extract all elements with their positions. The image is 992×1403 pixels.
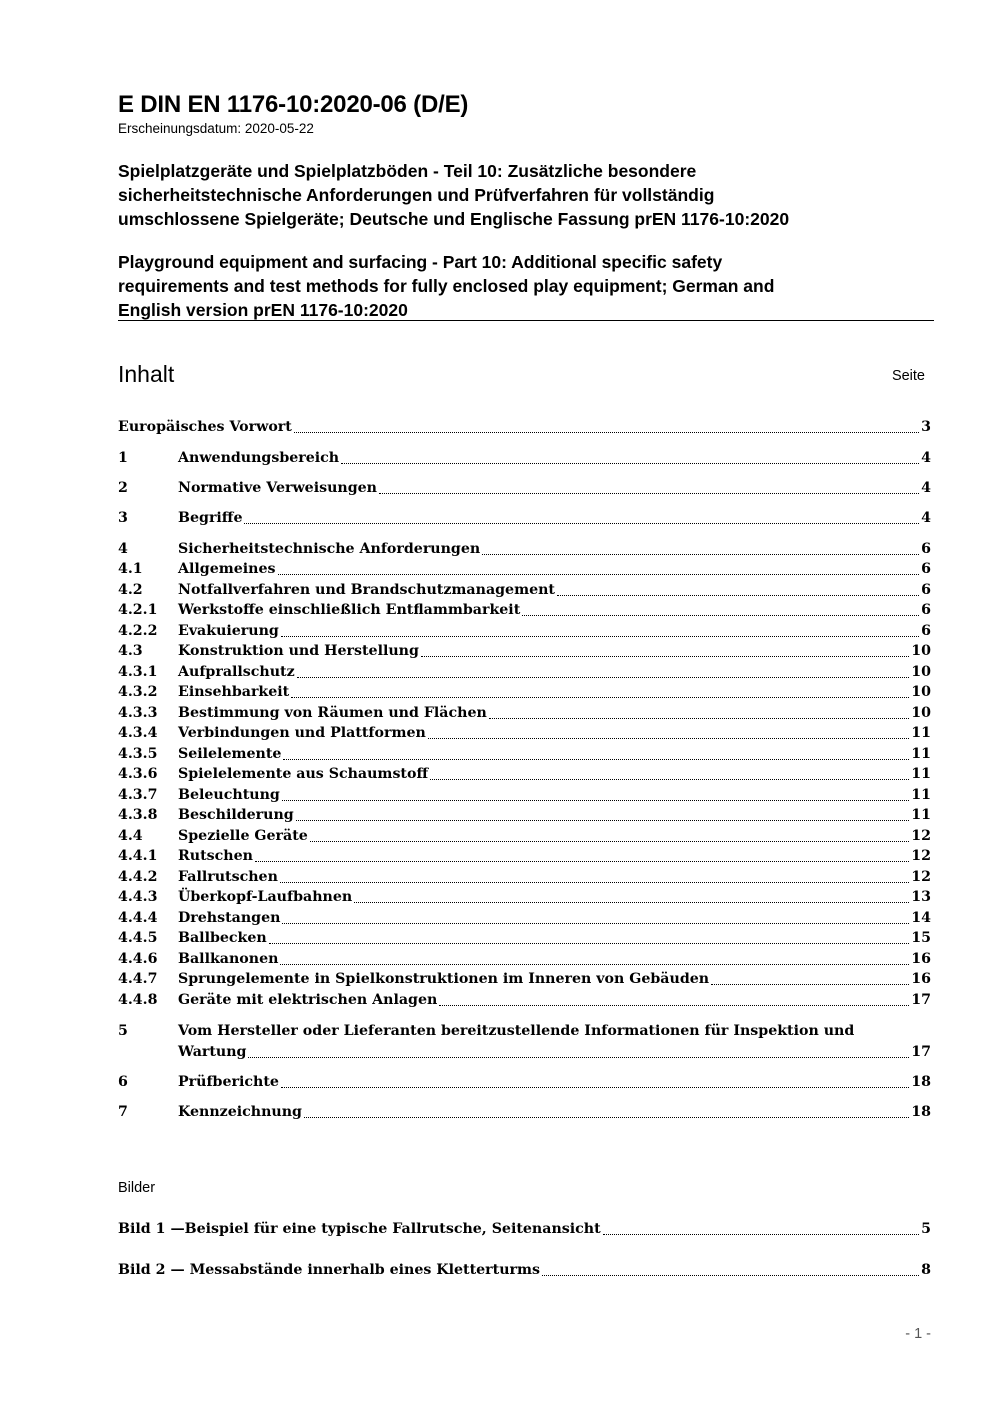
toc-entry-number: 4.3 <box>118 643 143 659</box>
figure-entry-title: Bild 2 — Messabstände innerhalb eines Kletterturms <box>118 1262 540 1278</box>
toc-entry-5[interactable] <box>118 1021 931 1063</box>
toc-entry-4-3-7[interactable] <box>118 785 931 806</box>
toc-entry-page: 14 <box>911 910 931 926</box>
toc-leader-dots <box>296 820 910 821</box>
toc-entry-4-4-8[interactable] <box>118 990 931 1011</box>
title-german-line-1: Spielplatzgeräte und Spielplatzböden - Teil 10: Zusätzliche besondere <box>118 161 697 181</box>
toc-entry-4-4-5[interactable] <box>118 928 931 949</box>
toc-entry-title: Kennzeichnung <box>178 1104 302 1120</box>
toc-entry-title: Beschilderung <box>178 807 294 823</box>
toc-entry-title: Notfallverfahren und Brandschutzmanagement <box>178 582 555 598</box>
toc-entry-number: 4.3.3 <box>118 705 158 721</box>
toc-entry-number: 4.4.1 <box>118 848 158 864</box>
toc-entry-title: Bestimmung von Räumen und Flächen <box>178 705 487 721</box>
toc-entry-page: 10 <box>911 643 931 659</box>
title-german <box>118 159 789 231</box>
toc-entry-title: Konstruktion und Herstellung <box>178 643 419 659</box>
toc-entry-number: 4 <box>118 541 128 557</box>
toc-leader-dots <box>294 432 919 433</box>
toc-entry-title: Fallrutschen <box>178 869 278 885</box>
toc-entry-number: 4.1 <box>118 561 143 577</box>
toc-leader-dots <box>297 677 910 678</box>
toc-entry-page: 11 <box>911 746 931 762</box>
toc-entry-number: 4.3.8 <box>118 807 158 823</box>
title-english <box>118 250 774 322</box>
toc-entry-4-4-6[interactable] <box>118 949 931 970</box>
toc-leader-dots <box>354 902 909 903</box>
toc-entry-title: Europäisches Vorwort <box>118 419 292 435</box>
toc-entry-7[interactable] <box>118 1102 931 1123</box>
toc-entry-title: Rutschen <box>178 848 253 864</box>
toc-entry-title: Aufprallschutz <box>178 664 295 680</box>
toc-entry-page: 12 <box>911 869 931 885</box>
toc-leader-dots <box>269 943 910 944</box>
toc-entry-number: 4.3.7 <box>118 787 158 803</box>
toc-entry-page: 10 <box>911 705 931 721</box>
toc-entry-3[interactable] <box>118 508 931 529</box>
toc-page-column-label: Seite <box>891 368 925 384</box>
toc-entry-title: Geräte mit elektrischen Anlagen <box>178 992 438 1008</box>
toc-entry-4[interactable] <box>118 539 931 560</box>
toc-entry-number: 4.4.5 <box>118 930 158 946</box>
toc-leader-dots <box>489 718 909 719</box>
toc-entry-6[interactable] <box>118 1072 931 1093</box>
toc-entry-title: Spielelemente aus Schaumstoff <box>178 766 429 782</box>
toc-entry-title: Prüfberichte <box>178 1074 279 1090</box>
toc-entry-page: 6 <box>921 561 931 577</box>
toc-entry-number: 4.4.7 <box>118 971 158 987</box>
figure-entry-page: 8 <box>921 1262 931 1278</box>
toc-entry-page: 10 <box>911 684 931 700</box>
toc-entry-title: Ballkanonen <box>178 951 279 967</box>
toc-leader-dots <box>421 656 909 657</box>
toc-entry-title: Seilelemente <box>178 746 282 762</box>
toc-entry-4-3-8[interactable] <box>118 805 931 826</box>
toc-entry-number: 2 <box>118 480 128 496</box>
toc-entry-4-3-3[interactable] <box>118 703 931 724</box>
page-number: - 1 - <box>905 1326 931 1342</box>
toc-entry-title: Drehstangen <box>178 910 281 926</box>
toc-entry-number: 3 <box>118 510 128 526</box>
toc-entry-number: 4.2.1 <box>118 602 158 618</box>
title-english-line-3: English version prEN 1176-10:2020 <box>118 300 408 320</box>
publication-date: Erscheinungsdatum: 2020-05-22 <box>118 121 314 136</box>
toc-leader-dots <box>603 1234 919 1235</box>
toc-entry-number: 4.4.6 <box>118 951 158 967</box>
toc-heading: Inhalt <box>118 361 175 387</box>
toc-leader-dots <box>280 964 909 965</box>
toc-leader-dots <box>341 463 919 464</box>
figure-entry-2[interactable] <box>118 1260 931 1281</box>
toc-leader-dots <box>542 1275 919 1276</box>
toc-leader-dots <box>557 595 919 596</box>
toc-entry-page: 6 <box>921 582 931 598</box>
toc-entry-page: 12 <box>911 848 931 864</box>
toc-entry-foreword[interactable] <box>118 417 931 438</box>
toc-entry-page: 11 <box>911 807 931 823</box>
toc-entry-4-1[interactable] <box>118 559 931 580</box>
toc-entry-number: 4.3.1 <box>118 664 158 680</box>
toc-entry-page: 6 <box>921 602 931 618</box>
toc-entry-page: 3 <box>921 419 931 435</box>
toc-entry-4-3-2[interactable] <box>118 682 931 703</box>
toc-leader-dots <box>482 554 919 555</box>
toc-entry-title: Anwendungsbereich <box>178 450 340 466</box>
toc-entry-4-2-2[interactable] <box>118 621 931 642</box>
title-english-line-2: requirements and test methods for fully enclosed play equipment; German and <box>118 276 775 296</box>
toc-entry-number: 4.3.4 <box>118 725 158 741</box>
toc-entry-4-3-5[interactable] <box>118 744 931 765</box>
toc-entry-4-4-2[interactable] <box>118 867 931 888</box>
toc-entry-page: 4 <box>921 480 931 496</box>
toc-entry-page: 4 <box>921 510 931 526</box>
title-german-line-2: sicherheitstechnische Anforderungen und Prüfverfahren für vollständig <box>118 185 715 205</box>
toc-leader-dots <box>439 1005 909 1006</box>
figure-entry-title: Bild 1 —Beispiel für eine typische Fallrutsche, Seitenansicht <box>118 1221 601 1237</box>
toc-leader-dots <box>280 882 909 883</box>
toc-entry-page: 11 <box>911 725 931 741</box>
toc-entry-page: 11 <box>911 766 931 782</box>
title-english-line-1: Playground equipment and surfacing - Part 10: Additional specific safety <box>118 252 723 272</box>
toc-entry-4-4[interactable] <box>118 826 931 847</box>
toc-entry-4-4-1[interactable] <box>118 846 931 867</box>
toc-leader-dots <box>281 1087 909 1088</box>
toc-entry-number: 5 <box>118 1023 128 1039</box>
title-divider <box>118 320 934 321</box>
toc-entry-page: 17 <box>911 992 931 1008</box>
figures-heading: Bilder <box>118 1180 156 1196</box>
toc-entry-page: 12 <box>911 828 931 844</box>
toc-entry-4-4-4[interactable] <box>118 908 931 929</box>
toc-entry-number: 4.2 <box>118 582 143 598</box>
toc-entry-4-3-1[interactable] <box>118 662 931 683</box>
toc-entry-number: 7 <box>118 1104 128 1120</box>
toc-entry-number: 4.4.3 <box>118 889 158 905</box>
toc-entry-title: Evakuierung <box>178 623 279 639</box>
toc-entry-title: Sicherheitstechnische Anforderungen <box>178 541 481 557</box>
toc-leader-dots <box>291 697 909 698</box>
toc-entry-page: 18 <box>911 1074 931 1090</box>
toc-leader-dots <box>379 493 919 494</box>
toc-leader-dots <box>248 1057 909 1058</box>
document-title: E DIN EN 1176-10:2020-06 (D/E) <box>118 91 469 118</box>
toc-leader-dots <box>282 923 909 924</box>
toc-entry-title: Sprungelemente in Spielkonstruktionen im Inneren von Gebäuden <box>178 971 710 987</box>
toc-entry-page: 16 <box>911 951 931 967</box>
toc-entry-4-4-3[interactable] <box>118 887 931 908</box>
figure-entry-page: 5 <box>921 1221 931 1237</box>
toc-entry-2[interactable] <box>118 478 931 499</box>
title-german-line-3: umschlossene Spielgeräte; Deutsche und Englische Fassung prEN 1176-10:2020 <box>118 209 790 229</box>
toc-entry-4-3-6[interactable] <box>118 764 931 785</box>
toc-entry-title: Werkstoffe einschließlich Entflammbarkeit <box>178 602 521 618</box>
toc-entry-page: 13 <box>911 889 931 905</box>
toc-leader-dots <box>244 523 919 524</box>
toc-leader-dots <box>430 779 909 780</box>
toc-entry-4-2[interactable] <box>118 580 931 601</box>
toc-entry-1[interactable] <box>118 448 931 469</box>
toc-entry-title: Einsehbarkeit <box>178 684 290 700</box>
toc-entry-title: Beleuchtung <box>178 787 280 803</box>
toc-entry-page: 15 <box>911 930 931 946</box>
toc-entry-number: 4.4.8 <box>118 992 158 1008</box>
toc-entry-page: 6 <box>921 541 931 557</box>
toc-entry-title: Allgemeines <box>178 561 276 577</box>
toc-leader-dots <box>522 615 919 616</box>
toc-entry-title-line-2: Wartung <box>178 1044 247 1060</box>
toc-entry-number: 4.3.2 <box>118 684 158 700</box>
toc-entry-number: 4.3.5 <box>118 746 158 762</box>
toc-leader-dots <box>282 800 909 801</box>
toc-entry-4-3-4[interactable] <box>118 723 931 744</box>
toc-entry-page: 4 <box>921 450 931 466</box>
toc-leader-dots <box>304 1117 909 1118</box>
toc-entry-page: 16 <box>911 971 931 987</box>
toc-entry-page: 17 <box>911 1044 931 1060</box>
figure-entry-1[interactable] <box>118 1219 931 1240</box>
toc-entry-4-3[interactable] <box>118 641 931 662</box>
toc-leader-dots <box>281 636 919 637</box>
toc-entry-page: 18 <box>911 1104 931 1120</box>
toc-entry-title: Ballbecken <box>178 930 267 946</box>
toc-leader-dots <box>283 759 909 760</box>
toc-entry-page: 11 <box>911 787 931 803</box>
toc-leader-dots <box>428 738 909 739</box>
toc-leader-dots <box>255 861 909 862</box>
toc-entry-title: Verbindungen und Plattformen <box>178 725 426 741</box>
toc-entry-number: 1 <box>118 450 128 466</box>
toc-entry-title: Begriffe <box>178 510 243 526</box>
toc-entry-number: 6 <box>118 1074 128 1090</box>
toc-entry-number: 4.4 <box>118 828 143 844</box>
toc-leader-dots <box>310 841 909 842</box>
toc-entry-4-2-1[interactable] <box>118 600 931 621</box>
toc-entry-title-line-1: Vom Hersteller oder Lieferanten bereitzustellende Informationen für Inspektion und <box>178 1023 855 1039</box>
toc-entry-title: Spezielle Geräte <box>178 828 308 844</box>
toc-entry-number: 4.4.2 <box>118 869 158 885</box>
toc-entry-number: 4.2.2 <box>118 623 158 639</box>
toc-entry-number: 4.4.4 <box>118 910 158 926</box>
toc-entry-title: Überkopf-Laufbahnen <box>178 889 353 905</box>
toc-entry-page: 6 <box>921 623 931 639</box>
toc-entry-title: Normative Verweisungen <box>178 480 377 496</box>
toc-entry-page: 10 <box>911 664 931 680</box>
toc-leader-dots <box>278 574 920 575</box>
toc-entry-4-4-7[interactable] <box>118 969 931 990</box>
toc-leader-dots <box>711 984 909 985</box>
toc-entry-number: 4.3.6 <box>118 766 158 782</box>
